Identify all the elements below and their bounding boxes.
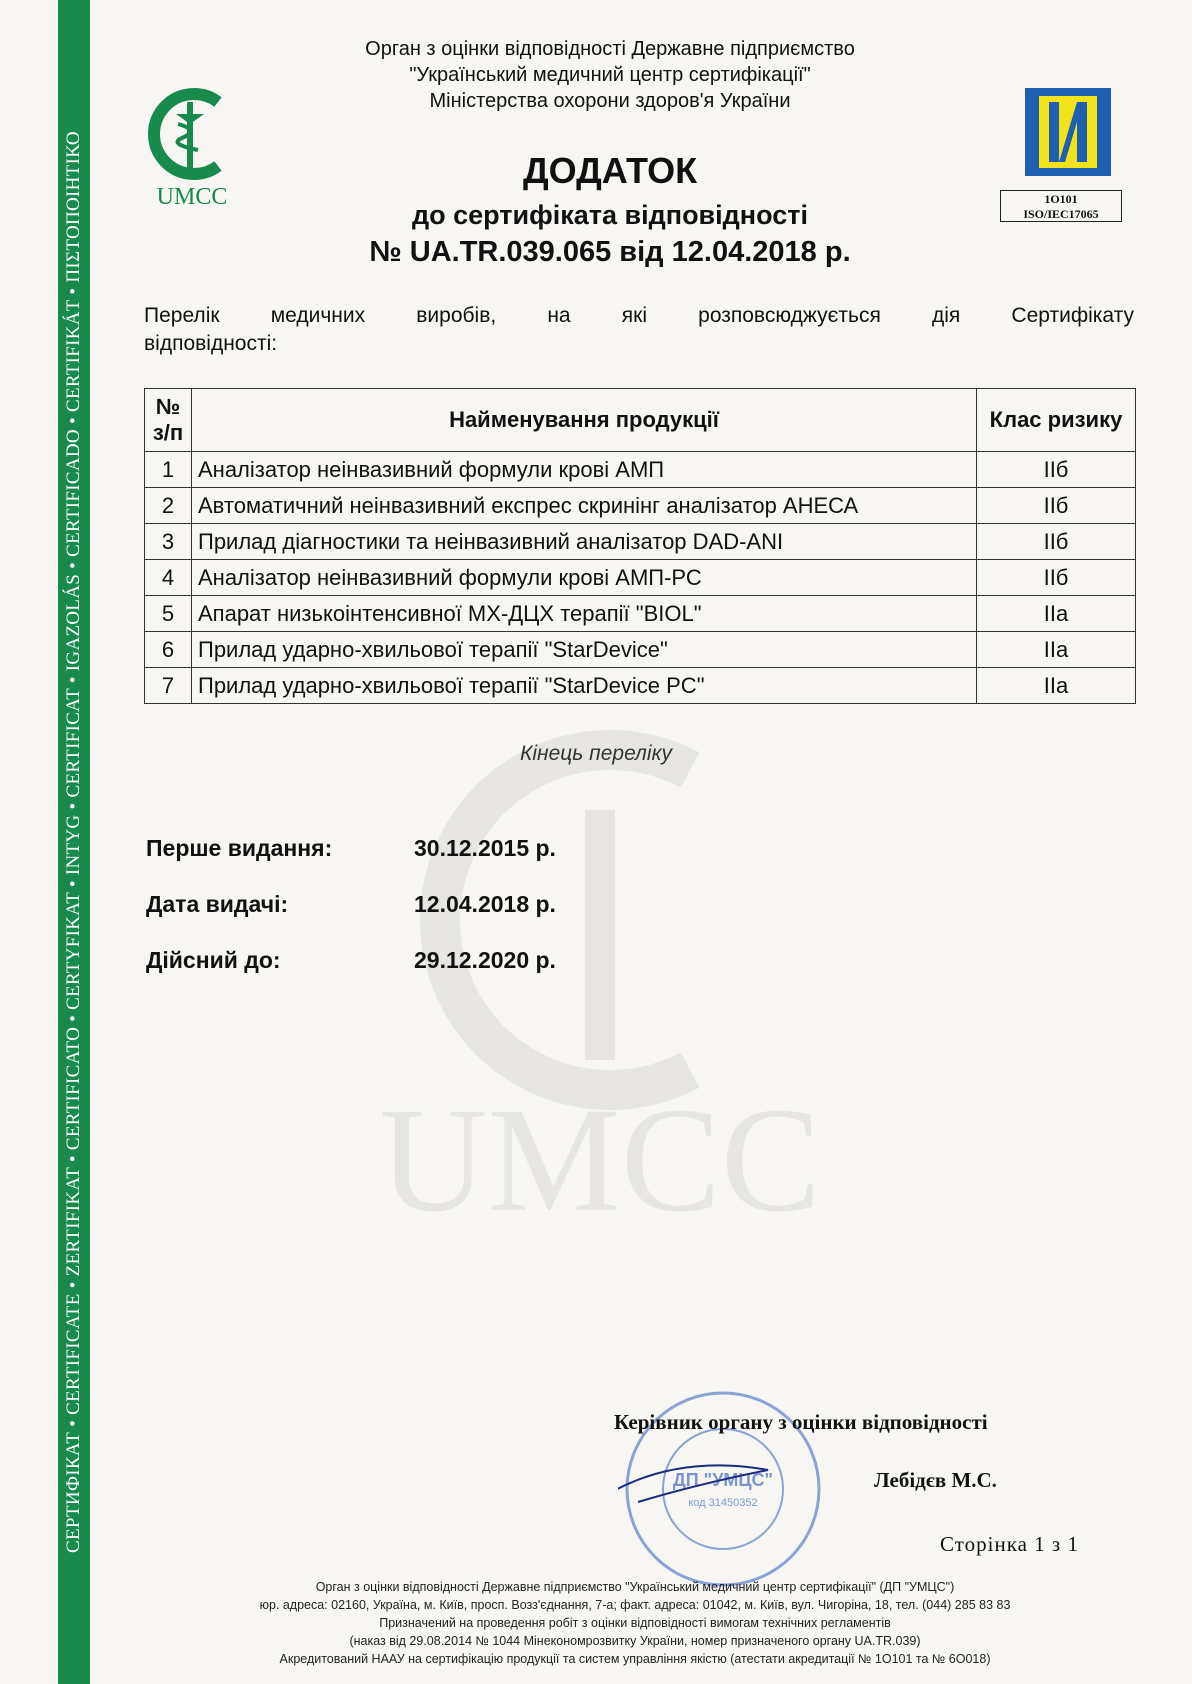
row-number: 5: [145, 596, 192, 632]
footer: [130, 1578, 1140, 1668]
row-number: 1: [145, 452, 192, 488]
date-label: Дата видачі:: [146, 891, 289, 917]
products-table: [144, 388, 1136, 704]
document-subtitle: до сертифіката відповідності: [412, 200, 808, 230]
table-row: [145, 632, 1136, 668]
row-product-name: Прилад ударно-хвильової терапії "StarDevice": [192, 632, 977, 668]
footer-line-2: юр. адреса: 02160, Україна, м. Київ, просп. Возз'єднання, 7-а; факт. адреса: 01042, м. Київ, вул. Чигоріна, 18, тел. (044) 285 83 83: [259, 1598, 1011, 1612]
table-row: [145, 524, 1136, 560]
row-product-name: Прилад діагностики та неінвазивний аналізатор DAD-ANI: [192, 524, 977, 560]
intro-text-line-1: Перелік медичних виробів, на які розповсюджується дія Сертифікату: [144, 304, 1134, 327]
footer-line-4: (наказ від 29.08.2014 № 1044 Мінекономрозвитку України, номер призначеного органу UA.TR.039): [349, 1634, 921, 1648]
stamp-code: код 31450352: [688, 1497, 758, 1509]
date-row-first-issue: [146, 835, 556, 891]
row-product-name: Апарат низькоінтенсивної МХ-ДЦХ терапії "BIOL": [192, 596, 977, 632]
header-line-3: Міністерства охорони здоров'я України: [429, 90, 791, 112]
dates-block: [146, 835, 556, 1003]
row-product-name: Аналізатор неінвазивний формули крові АМП: [192, 452, 977, 488]
header-line-1: Орган з оцінки відповідності Державне підприємство: [365, 38, 855, 60]
signatory-title: Керівник органу з оцінки відповідності: [614, 1410, 988, 1434]
row-number: 3: [145, 524, 192, 560]
date-value: 29.12.2020 р.: [414, 947, 556, 973]
row-product-name: Прилад ударно-хвильової терапії "StarDevice PC": [192, 668, 977, 704]
date-label: Перше видання:: [146, 835, 333, 861]
intro-text-line-2: відповідності:: [144, 332, 278, 355]
row-product-name: Автоматичний неінвазивний експрес скринінг аналізатор АНЕСА: [192, 488, 977, 524]
row-risk-class: ІІб: [977, 560, 1136, 596]
issuer-header: [270, 36, 950, 114]
sidebar-certificate-text: СЕРТИФІКАТ • CERTIFICATE • ZERTIFIKAT • CERTIFICATO • CERTYFIKAT • INTYG • CERTIFICAT • IGAZOLÁS • CERTIFICADO • CERTIFIKÁT • ΠΙΣΤΟΠΟΙΗΤΙΚΟ: [63, 131, 84, 1553]
table-row: [145, 596, 1136, 632]
date-label: Дійсний до:: [146, 947, 281, 973]
date-value: 30.12.2015 р.: [414, 835, 556, 861]
header-number: № з/п: [145, 389, 192, 452]
iso-accreditation-box: [1000, 190, 1122, 222]
row-number: 6: [145, 632, 192, 668]
row-risk-class: ІІа: [977, 632, 1136, 668]
date-row-valid-until: [146, 947, 556, 1003]
table-row: [145, 668, 1136, 704]
header-risk-class: Клас ризику: [977, 389, 1136, 452]
row-number: 4: [145, 560, 192, 596]
row-risk-class: ІІб: [977, 488, 1136, 524]
watermark-text: UMCC: [379, 1077, 821, 1243]
iso-line-1: 1O101: [1044, 192, 1078, 206]
date-value: 12.04.2018 р.: [414, 891, 556, 917]
table-row: [145, 560, 1136, 596]
certificate-number: № UA.TR.039.065 від 12.04.2018 р.: [369, 236, 851, 268]
header-line-2: "Український медичний центр сертифікації": [409, 64, 811, 86]
row-risk-class: ІІа: [977, 596, 1136, 632]
iso-line-2: ISO/IEC17065: [1023, 207, 1099, 221]
table-row: [145, 488, 1136, 524]
table-row: [145, 452, 1136, 488]
page-number: Сторінка 1 з 1: [940, 1532, 1079, 1556]
ua-conformity-logo: [1025, 88, 1111, 176]
document-title: ДОДАТОК: [522, 150, 698, 191]
footer-line-3: Призначений на проведення робіт з оцінки відповідності вимогам технічних регламентів: [379, 1616, 891, 1630]
row-risk-class: ІІб: [977, 452, 1136, 488]
row-product-name: Аналізатор неінвазивний формули крові АМП-РС: [192, 560, 977, 596]
table-header-row: [145, 389, 1136, 452]
umcc-logo-text: UMCC: [156, 184, 228, 210]
footer-line-1: Орган з оцінки відповідності Державне підприємство "Український медичний центр сертифікації" (ДП "УМЦС"): [315, 1580, 955, 1594]
row-risk-class: ІІа: [977, 668, 1136, 704]
end-of-list-note: Кінець переліку: [520, 742, 672, 765]
date-row-issue-date: [146, 891, 556, 947]
row-number: 2: [145, 488, 192, 524]
signatory-name: Лебідєв М.С.: [874, 1468, 997, 1492]
stamp-text: ДП "УМЦС": [672, 1470, 774, 1490]
header-product-name: Найменування продукції: [192, 389, 977, 452]
row-risk-class: ІІб: [977, 524, 1136, 560]
footer-line-5: Акредитований НААУ на сертифікацію продукції та систем управління якістю (атестати акредитації № 1О101 та № 6О018): [279, 1652, 991, 1666]
row-number: 7: [145, 668, 192, 704]
